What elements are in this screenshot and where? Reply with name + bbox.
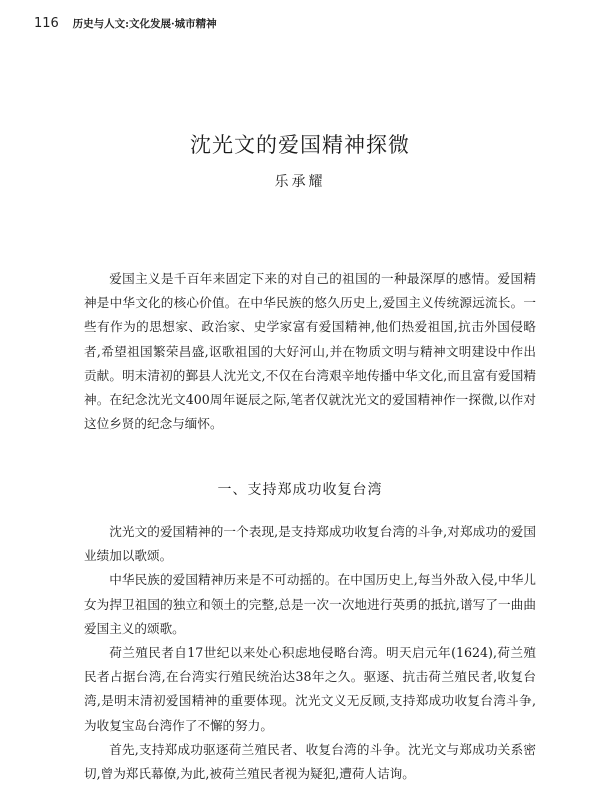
article-author: 乐承耀 (274, 174, 326, 190)
abstract (84, 267, 536, 436)
body-paragraph-2: 中华民族的爱国精神历来是不可动摇的。在中国历史上,每当外敌入侵,中华儿女为捍卫祖国的独立和领土的完整,总是一次一次地进行英勇的抵抗,谱写了一曲曲爱国主义的颂歌。 (84, 572, 536, 636)
page-number: 116 (34, 16, 59, 31)
section-body (84, 520, 536, 786)
body-paragraph-1: 沈光文的爱国精神的一个表现,是支持郑成功收复台湾的斗争,对郑成功的爱国业绩加以歌颂。 (84, 524, 536, 564)
section-heading: 一、支持郑成功收复台湾 (217, 482, 383, 498)
running-head-section: 历史与人文:文化发展·城市精神 (72, 18, 217, 30)
body-paragraph-4: 首先,支持郑成功驱逐荷兰殖民者、收复台湾的斗争。沈光文与郑成功关系密切,曾为郑氏幕僚,为此,被荷兰殖民者视为疑犯,遭荷人诘询。 (84, 741, 536, 782)
abstract-paragraph: 爱国主义是千百年来固定下来的对自己的祖国的一种最深厚的感情。爱国精神是中华文化的核心价值。在中华民族的悠久历史上,爱国主义传统源远流长。一些有作为的思想家、政治家、史学家富有爱国精神,他们热爱祖国,抗击外国侵略者,希望祖国繁荣昌盛,讴歌祖国的大好河山,并在物质文明与精神文明建设中作出贡献。明末清初的鄞县人沈光文,不仅在台湾艰辛地传播中华文化,而且富有爱国精神。在纪念沈光文400周年诞辰之际,笔者仅就沈光文的爱国精神作一探微,以作对这位乡贤的纪念与缅怀。 (84, 271, 536, 432)
body-paragraph-3: 荷兰殖民者自17世纪以来处心积虑地侵略台湾。明天启元年(1624),荷兰殖民者占据台湾,在台湾实行殖民统治达38年之久。驱逐、抗击荷兰殖民者,收复台湾,是明末清初爱国精神的重要体现。沈光文义无反顾,支持郑成功收复台湾斗争,为收复宝岛台湾作了不懈的努力。 (84, 645, 536, 733)
running-head (34, 16, 217, 31)
article-title: 沈光文的爱国精神探微 (190, 133, 410, 157)
